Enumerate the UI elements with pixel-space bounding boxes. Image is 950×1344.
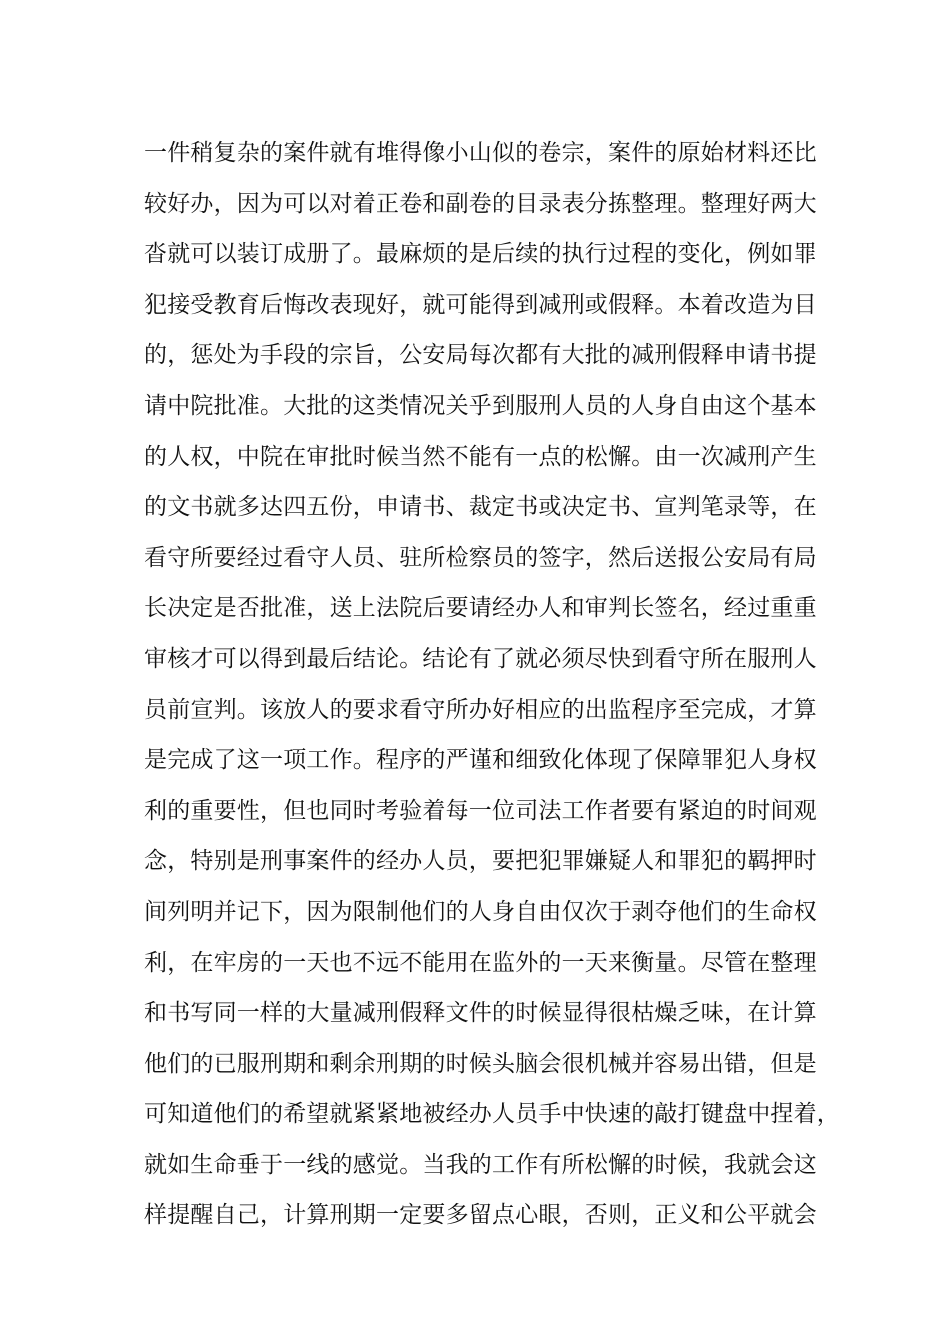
text-line: 他们的已服刑期和剩余刑期的时候头脑会很机械并容易出错，但是 (144, 1050, 817, 1077)
text-line: 利，在牢房的一天也不远不能用在监外的一天来衡量。尽管在整理 (144, 949, 817, 976)
text-line: 念，特别是刑事案件的经办人员，要把犯罪嫌疑人和罪犯的羁押时 (144, 848, 817, 875)
text-line: 是完成了这一项工作。程序的严谨和细致化体现了保障罪犯人身权 (144, 747, 817, 774)
text-line: 的，惩处为手段的宗旨，公安局每次都有大批的减刑假释申请书提 (144, 342, 817, 369)
text-line: 可知道他们的希望就紧紧地被经办人员手中快速的敲打键盘中捏着， (144, 1101, 840, 1128)
text-line: 一件稍复杂的案件就有堆得像小山似的卷宗，案件的原始材料还比 (144, 140, 817, 166)
text-line: 间列明并记下，因为限制他们的人身自由仅次于剥夺他们的生命权 (144, 898, 817, 925)
text-line: 就如生命垂于一线的感觉。当我的工作有所松懈的时候，我就会这 (144, 1151, 817, 1178)
text-line: 和书写同一样的大量减刑假释文件的时候显得很枯燥乏味，在计算 (144, 1000, 817, 1027)
text-line: 审核才可以得到最后结论。结论有了就必须尽快到看守所在服刑人 (144, 645, 817, 672)
text-line: 利的重要性，但也同时考验着每一位司法工作者要有紧迫的时间观 (144, 797, 817, 824)
text-line: 沓就可以装订成册了。最麻烦的是后续的执行过程的变化，例如罪 (144, 241, 817, 268)
text-line: 看守所要经过看守人员、驻所检察员的签字，然后送报公安局有局 (144, 544, 817, 571)
text-line: 请中院批准。大批的这类情况关乎到服刑人员的人身自由这个基本 (144, 392, 817, 419)
text-line: 员前宣判。该放人的要求看守所办好相应的出监程序至完成，才算 (144, 696, 817, 723)
text-line: 较好办，因为可以对着正卷和副卷的目录表分拣整理。整理好两大 (144, 190, 817, 217)
body-paragraph (144, 128, 840, 1241)
text-line: 犯接受教育后悔改表现好，就可能得到减刑或假释。本着改造为目 (144, 291, 817, 318)
text-line: 的人权，中院在审批时候当然不能有一点的松懈。由一次减刑产生 (144, 443, 817, 470)
text-line: 长决定是否批准，送上法院后要请经办人和审判长签名，经过重重 (144, 595, 817, 622)
text-line: 样提醒自己，计算刑期一定要多留点心眼，否则，正义和公平就会 (144, 1202, 817, 1229)
text-line: 的文书就多达四五份，申请书、裁定书或决定书、宣判笔录等，在 (144, 494, 817, 521)
